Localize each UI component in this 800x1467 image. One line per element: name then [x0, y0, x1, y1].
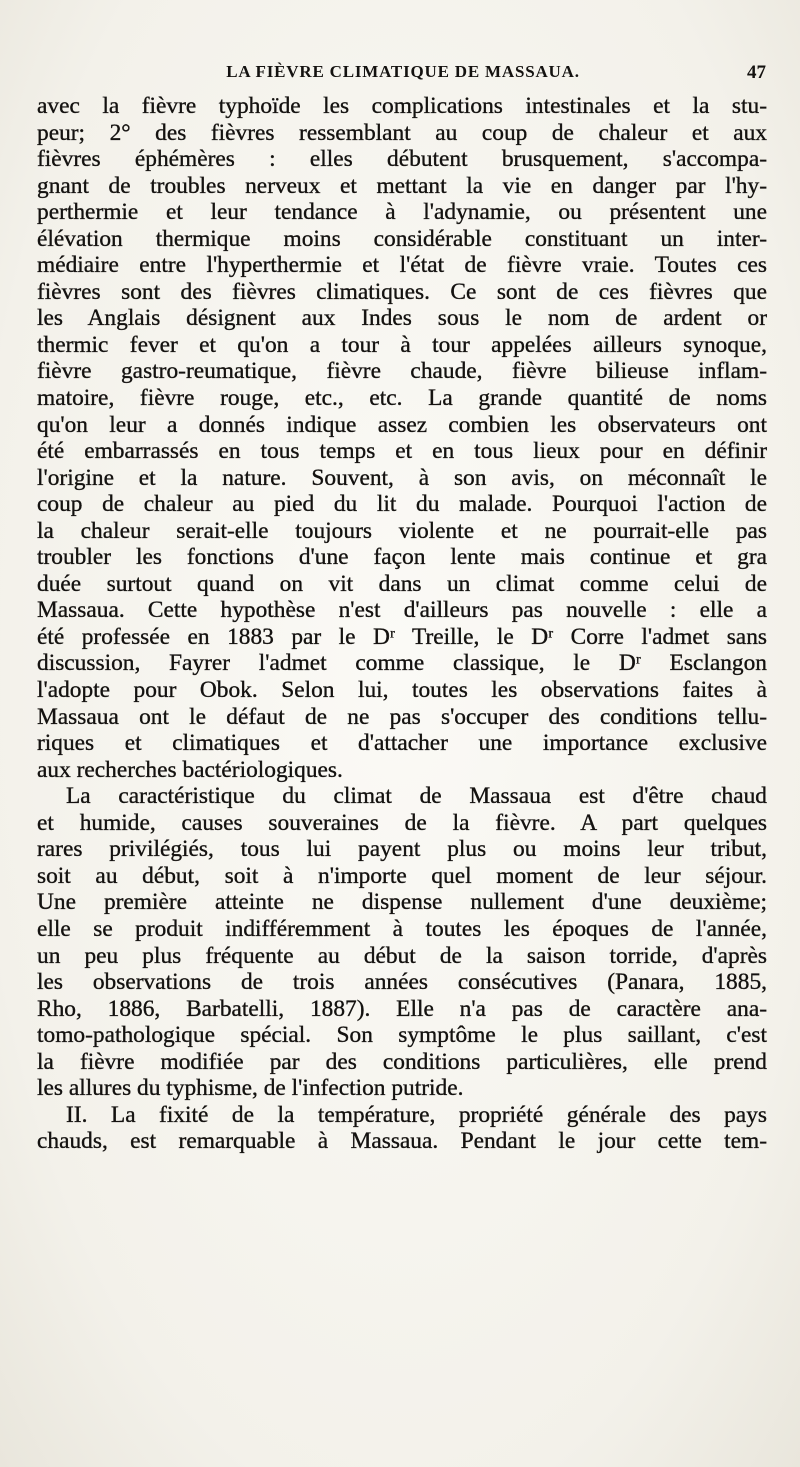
text-line: l'adopte pour Obok. Selon lui, toutes les observations faites à — [37, 677, 767, 704]
text-line: été embarrassés en tous temps et en tous lieux pour en définir — [37, 438, 767, 465]
text-line: La caractéristique du climat de Massaua est d'être chaud — [66, 783, 767, 810]
text-line: les Anglais désignent aux Indes sous le nom de ardent or — [37, 305, 767, 332]
text-line: chauds, est remarquable à Massaua. Pendant le jour cette tem- — [37, 1128, 767, 1155]
text-line: duée surtout quand on vit dans un climat comme celui de — [37, 570, 767, 597]
text-line: fièvre gastro-reumatique, fièvre chaude, fièvre bilieuse inflam- — [37, 358, 767, 385]
text-line: soit au début, soit à n'importe quel moment de leur séjour. — [37, 862, 767, 889]
text-line: aux recherches bactériologiques. — [37, 756, 343, 783]
text-line: médiaire entre l'hyperthermie et l'état de fièvre vraie. Toutes ces — [37, 252, 767, 279]
text-line: thermic fever et qu'on a tour à tour appelées ailleurs synoque, — [37, 331, 767, 358]
text-line: perthermie et leur tendance à l'adynamie, ou présentent une — [37, 199, 767, 226]
running-title: LA FIÈVRE CLIMATIQUE DE MASSAUA. — [226, 62, 580, 81]
text-line: les allures du typhisme, de l'infection putride. — [37, 1075, 464, 1102]
text-line: discussion, Fayrer l'admet comme classique, le Dʳ Esclangon — [37, 650, 767, 677]
text-line: avec la fièvre typhoïde les complications intestinales et la stu- — [37, 93, 767, 119]
text-line: coup de chaleur au pied du lit du malade. Pourquoi l'action de — [37, 491, 767, 518]
text-line: gnant de troubles nerveux et mettant la vie en danger par l'hy- — [37, 172, 767, 199]
text-line: riques et climatiques et d'attacher une importance exclusive — [37, 730, 767, 757]
text-line: les observations de trois années consécutives (Panara, 1885, — [37, 969, 767, 996]
text-line: qu'on leur a donnés indique assez combien les observateurs ont — [37, 411, 767, 438]
text-line: un peu plus fréquente au début de la saison torride, d'après — [37, 942, 767, 969]
text-line: Massaua ont le défaut de ne pas s'occuper des conditions tellu- — [37, 703, 767, 730]
text-line: la fièvre modifiée par des conditions particulières, elle prend — [37, 1048, 767, 1075]
text-line: elle se produit indifféremment à toutes les époques de l'année, — [37, 915, 767, 942]
body-text — [37, 93, 767, 1155]
text-line: troubler les fonctions d'une façon lente mais continue et gra — [37, 544, 767, 571]
text-line: Rho, 1886, Barbatelli, 1887). Elle n'a pas de caractère ana- — [37, 995, 767, 1022]
text-line: peur; 2° des fièvres ressemblant au coup de chaleur et aux — [37, 119, 767, 146]
text-line: II. La fixité de la température, propriété générale des pays — [66, 1101, 767, 1128]
text-line: la chaleur serait-elle toujours violente et ne pourrait-elle pas — [37, 517, 767, 544]
text-line: matoire, fièvre rouge, etc., etc. La grande quantité de noms — [37, 385, 767, 412]
text-line: Massaua. Cette hypothèse n'est d'ailleurs pas nouvelle : elle a — [37, 597, 767, 624]
text-line: et humide, causes souveraines de la fièvre. A part quelques — [37, 809, 767, 836]
text-line: l'origine et la nature. Souvent, à son avis, on méconnaît le — [37, 464, 767, 491]
running-head — [40, 60, 766, 86]
text-line: fièvres sont des fièvres climatiques. Ce sont de ces fièvres que — [37, 278, 767, 305]
text-line: rares privilégiés, tous lui payent plus ou moins leur tribut, — [37, 836, 767, 863]
text-line: tomo-pathologique spécial. Son symptôme le plus saillant, c'est — [37, 1022, 767, 1049]
text-line: élévation thermique moins considérable constituant un inter- — [37, 225, 767, 252]
page-number: 47 — [747, 62, 766, 83]
text-line: fièvres éphémères : elles débutent brusquement, s'accompa- — [37, 146, 767, 173]
text-line: Une première atteinte ne dispense nullement d'une deuxième; — [37, 889, 767, 916]
text-line: été professée en 1883 par le Dʳ Treille, le Dʳ Corre l'admet sans — [37, 623, 767, 650]
